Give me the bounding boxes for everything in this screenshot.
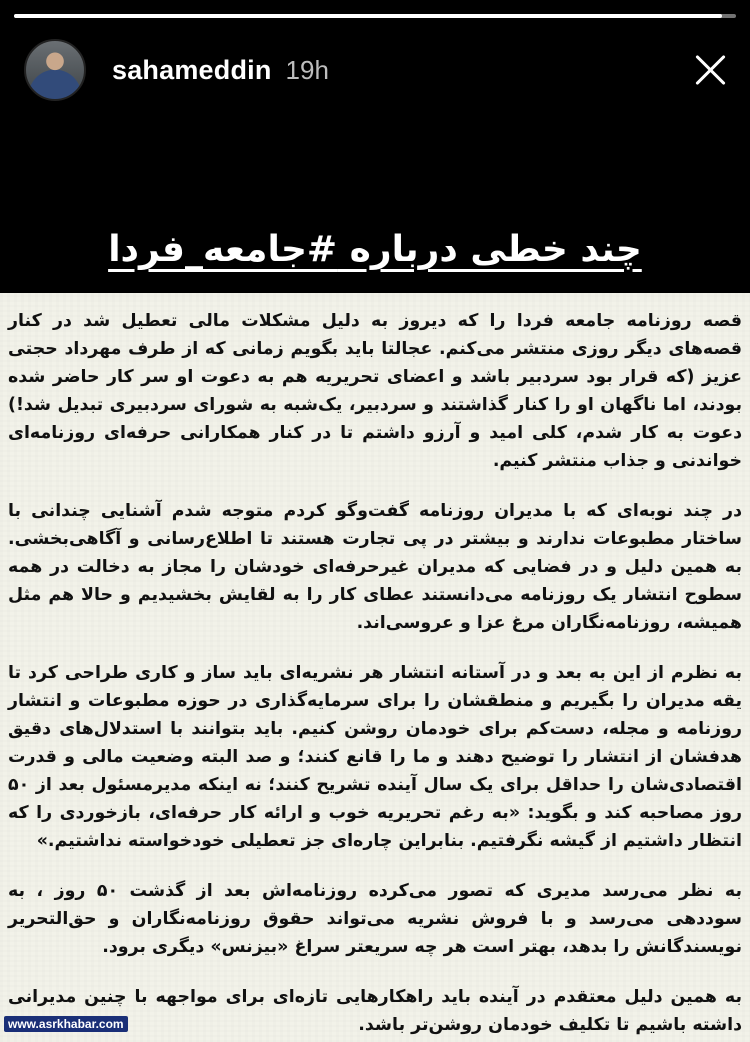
avatar[interactable] bbox=[24, 39, 86, 101]
username[interactable]: sahameddin bbox=[112, 54, 272, 85]
story-progress-bar bbox=[14, 14, 736, 18]
title-prefix: چند خطی درباره bbox=[337, 229, 642, 270]
paragraph-3: به نظرم از این به بعد و در آستانه انتشار هر نشریه‌ای باید ساز و کاری طراحی کرد تا یقه مدیران را بگیریم و منطقشان را برای سرمایه‌گذاری در حوزه مطبوعات و انتشار روزنامه و مجله، دست‌کم برای خودمان روشن کنیم. باید بتوانند با استدلال‌های دقیق هدفشان از انتشار را توضیح دهند و ما را قانع کنند؛ و صد البته وضعیت مالی و قدرت اقتصادی‌شان را حداقل برای یک سال آینده تشریح کنند؛ نه اینکه مدیرمسئول بعد از ۵۰ روز مصاحبه کند و بگوید: «به رغم تحریریه خوب و ارائه کار حرفه‌ای، بازخوردی را که انتظار داشتیم از گیشه نگرفتیم. بنابراین چاره‌ای جز تعطیلی خودخواسته نداشتیم.» bbox=[8, 663, 742, 851]
paragraph-5: به همین دلیل معتقدم در آینده باید راهکارهایی تازه‌ای برای مواجهه با چنین مدیرانی داشته باشیم تا تکلیف خودمان روشن‌تر باشد. bbox=[8, 987, 742, 1035]
paragraph-2: در چند نوبه‌ای که با مدیران روزنامه گفت‌وگو کردم متوجه شدم آشنایی چندانی با ساختار مطبوعات ندارند و بیشتر در پی تجارت هستند تا اطلاع‌رسانی و آگاهی‌بخشی. به همین دلیل و در فضایی که مدیران غیرحرفه‌ای خودشان را مجاز به دخالت در همه سطوح انتشار یک روزنامه می‌دانستند عطای کار را به لقایش بخشیدیم و حالا هم مثل همیشه، روزنامه‌نگاران مرغ عزا و عروسی‌اند. bbox=[8, 501, 742, 633]
post-body bbox=[0, 293, 750, 1039]
story-header bbox=[24, 38, 730, 102]
post-image-text bbox=[0, 293, 750, 1042]
paragraph-4: به نظر می‌رسد مدیری که تصور می‌کرده روزنامه‌اش بعد از گذشت ۵۰ روز ، به سوددهی می‌رسد و با فروش نشریه می‌تواند حقوق روزنامه‌نگاران و حق‌التحریر نویسندگانش را بدهد، بهتر است هر چه سریعتر سراغ «بیزنس» دیگری برود. bbox=[8, 881, 742, 957]
close-icon[interactable] bbox=[690, 50, 730, 90]
paragraph-1: قصه روزنامه جامعه فردا را که دیروز به دلیل مشکلات مالی تعطیل شد در کنار قصه‌های دیگر روزی منتشر می‌کنم. عجالتا باید بگویم زمانی که از طرف مهرداد حجتی عزیز (که قرار بود سردبیر باشد و اعضای تحریریه هم به دعوت او سر کار حاضر شده بودند، اما ناگهان او را کنار گذاشتند و سردبیر، یک‌شبه به شورای سردبیری تبدیل شد!) دعوت به کار شدم، کلی امید و آرزو داشتم تا در کنار همکارانی حرفه‌ای روزنامه‌ای خواندنی و جذاب منتشر کنیم. bbox=[8, 311, 742, 471]
post-title bbox=[0, 222, 750, 282]
watermark: www.asrkhabar.com bbox=[4, 1016, 128, 1032]
post-time: 19h bbox=[285, 54, 329, 85]
story-progress-fill bbox=[14, 14, 722, 18]
title-hashtag[interactable]: #جامعه_فردا bbox=[108, 229, 338, 270]
